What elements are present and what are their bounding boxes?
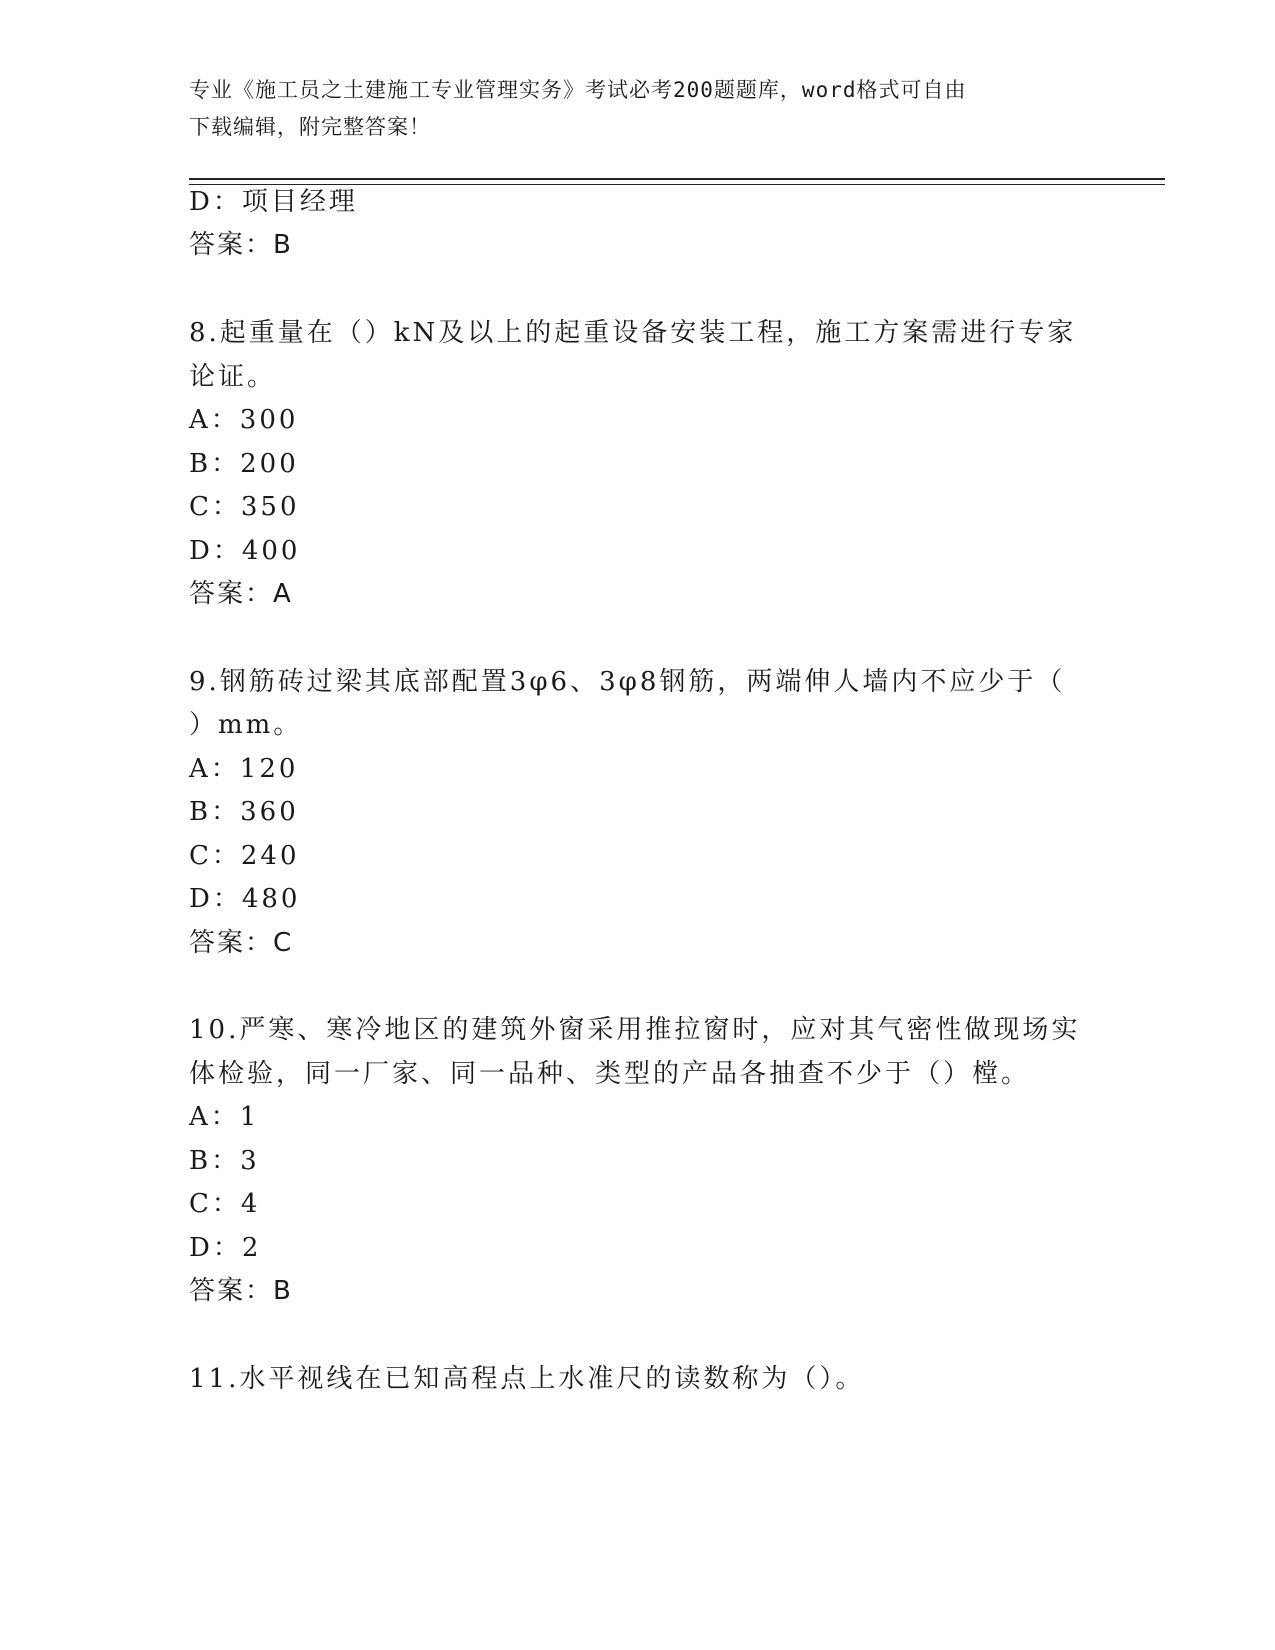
q10-stem-line-2: 体检验，同一厂家、同一品种、类型的产品各抽查不少于（）樘。 [189, 1059, 1031, 1089]
q8-option-c: C：350 [189, 492, 300, 522]
header-divider-thin [189, 184, 1165, 185]
q8-answer: 答案：A [189, 579, 293, 609]
q10-option-d: D：2 [189, 1233, 262, 1263]
q8-stem-line-1: 8.起重量在（）kN及以上的起重设备安装工程，施工方案需进行专家 [189, 318, 1077, 348]
q10-option-c: C：4 [189, 1189, 261, 1219]
q7-option-d: D：项目经理 [189, 187, 358, 217]
q9-option-b: B：360 [189, 797, 299, 827]
q8-stem-line-2: 论证。 [189, 362, 277, 392]
q10-option-a: A：1 [189, 1102, 260, 1132]
header-title-line-1: 专业《施工员之土建施工专业管理实务》考试必考200题题库，word格式可自由 [189, 78, 967, 102]
q10-answer: 答案：B [189, 1276, 293, 1306]
q9-answer: 答案：C [189, 928, 294, 958]
q11-stem-line-1: 11.水平视线在已知高程点上水准尺的读数称为（）。 [189, 1364, 865, 1394]
q9-stem-line-1: 9.钢筋砖过梁其底部配置3φ6、3φ8钢筋，两端伸人墙内不应少于（ [189, 667, 1066, 697]
header-divider-thick [189, 178, 1165, 180]
q10-stem-line-1: 10.严寒、寒冷地区的建筑外窗采用推拉窗时，应对其气密性做现场实 [189, 1015, 1081, 1045]
q7-answer: 答案：B [189, 230, 293, 260]
q10-option-b: B：3 [189, 1146, 260, 1176]
q9-option-a: A：120 [189, 754, 299, 784]
q8-option-d: D：400 [189, 536, 301, 566]
q8-option-a: A：300 [189, 405, 299, 435]
q9-option-d: D：480 [189, 884, 301, 914]
document-header [189, 72, 1089, 146]
q9-stem-line-2: ）mm。 [189, 710, 303, 740]
q8-option-b: B：200 [189, 449, 299, 479]
q9-option-c: C：240 [189, 841, 300, 871]
header-title-line-2: 下载编辑，附完整答案！ [189, 115, 431, 139]
